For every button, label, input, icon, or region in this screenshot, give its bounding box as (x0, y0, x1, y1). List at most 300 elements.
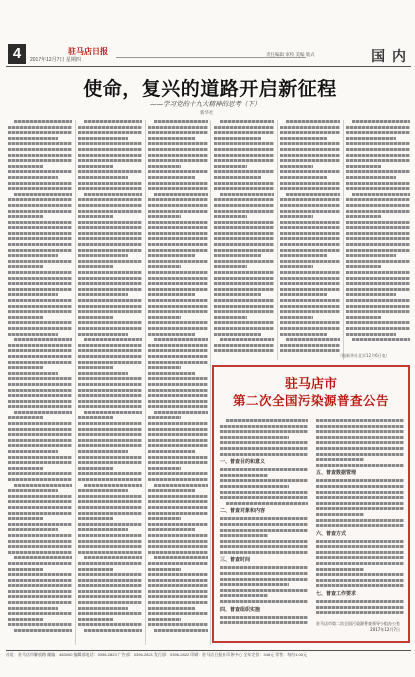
text-line (78, 623, 142, 626)
article-column-4 (214, 120, 274, 360)
text-line (148, 500, 208, 503)
text-line (280, 333, 327, 336)
text-line (346, 321, 410, 324)
text-line (78, 573, 142, 576)
text-line (8, 540, 72, 543)
text-line (78, 422, 142, 425)
text-line (78, 584, 142, 587)
text-line (148, 416, 181, 419)
text-line (78, 170, 142, 173)
text-line (214, 159, 274, 162)
text-line (14, 629, 72, 632)
text-line (214, 260, 274, 263)
text-line (8, 355, 72, 358)
text-line (8, 433, 72, 436)
text-line (280, 243, 340, 246)
text-line (154, 193, 208, 196)
text-line (280, 271, 340, 274)
text-line (8, 389, 72, 392)
section-heading: 四、普查组织实施 (220, 606, 261, 613)
text-line (148, 461, 208, 464)
text-line (280, 254, 327, 257)
text-line (8, 512, 72, 515)
text-line (346, 170, 410, 173)
text-line (8, 282, 72, 285)
text-line (220, 517, 308, 520)
text-line (214, 327, 274, 330)
text-line (8, 461, 72, 464)
text-line (78, 500, 142, 503)
text-line (148, 159, 208, 162)
text-line (316, 562, 404, 565)
text-line (8, 506, 72, 509)
text-line (8, 210, 72, 213)
text-line (346, 182, 410, 185)
text-line (78, 355, 142, 358)
text-line (280, 159, 340, 162)
text-line (148, 584, 208, 587)
text-line (78, 489, 128, 492)
text-line (148, 254, 195, 257)
text-line (346, 215, 381, 218)
text-line (316, 502, 404, 505)
text-line (14, 411, 72, 414)
text-line (220, 485, 289, 488)
article-column-1 (8, 120, 72, 645)
text-line (78, 254, 128, 257)
text-line (346, 187, 410, 190)
text-line (316, 419, 404, 422)
text-line (316, 568, 364, 571)
text-line (8, 568, 43, 571)
text-line (280, 277, 340, 280)
text-line (84, 556, 142, 559)
text-line (78, 215, 113, 218)
text-line (78, 595, 142, 598)
text-line (316, 513, 364, 516)
text-line (280, 265, 313, 268)
text-line (280, 293, 327, 296)
text-line (316, 556, 404, 559)
text-line (78, 607, 128, 610)
text-line (214, 170, 274, 173)
text-line (220, 338, 274, 341)
article-column-5 (280, 120, 340, 360)
text-line (280, 126, 340, 129)
text-line (346, 282, 410, 285)
text-line (8, 165, 43, 168)
text-line (220, 436, 289, 439)
text-line (280, 210, 340, 213)
text-line (78, 377, 142, 380)
text-line (8, 187, 72, 190)
text-line (214, 137, 261, 140)
text-line (316, 464, 404, 467)
text-line (148, 293, 195, 296)
text-line (8, 500, 72, 503)
text-line (8, 517, 43, 520)
text-line (148, 198, 208, 201)
text-line (214, 271, 274, 274)
text-line (8, 321, 72, 324)
text-line (214, 277, 274, 280)
text-line (14, 484, 72, 487)
text-line (8, 523, 72, 526)
text-line (148, 305, 208, 308)
text-line (280, 165, 313, 168)
section-heading: 五、普查数据管理 (316, 470, 357, 477)
text-line (316, 496, 404, 499)
column-divider (210, 120, 211, 645)
text-line (78, 137, 128, 140)
text-line (316, 479, 404, 482)
text-line (148, 310, 208, 313)
text-line (214, 305, 274, 308)
text-line (148, 579, 208, 582)
text-line (346, 299, 410, 302)
text-line (280, 260, 340, 263)
text-line (280, 198, 340, 201)
text-line (8, 126, 72, 129)
text-line (316, 425, 404, 428)
text-line (346, 277, 410, 280)
text-line (346, 333, 396, 336)
text-line (8, 237, 72, 240)
text-line (346, 221, 410, 224)
text-line (148, 316, 181, 319)
text-line (78, 400, 142, 403)
article-column-6 (346, 120, 410, 348)
text-line (346, 131, 410, 134)
text-line (346, 176, 396, 179)
text-line (78, 310, 142, 313)
text-line (78, 534, 142, 537)
text-line (148, 444, 208, 447)
article-end-note: （据新华社北京12月6日电） (338, 353, 390, 358)
text-line (78, 568, 113, 571)
page-footer: 社址：驻马店市解放路 邮编：463000 编辑部电话：0396-2823 广告部：0396-2821 发行部：0396-2822 印刷：驻马店日报社印务中心 全年定价：348元 零售：每份1.00元 (6, 652, 307, 657)
text-line (84, 338, 142, 341)
notice-title-city: 驻马店市 (284, 377, 337, 392)
text-line (352, 193, 410, 196)
text-line (78, 260, 142, 263)
text-line (14, 193, 72, 196)
text-line (8, 467, 43, 470)
text-line (280, 137, 327, 140)
text-line (346, 142, 410, 145)
text-line (148, 422, 208, 425)
text-line (148, 221, 208, 224)
text-line (214, 142, 274, 145)
text-line (220, 447, 308, 450)
text-line (84, 629, 142, 632)
text-line (8, 573, 72, 576)
text-line (280, 148, 340, 151)
text-line (280, 349, 340, 352)
text-line (8, 623, 72, 626)
column-divider (277, 120, 278, 360)
text-line (78, 528, 128, 531)
text-line (78, 249, 142, 252)
text-line (8, 215, 43, 218)
text-line (148, 400, 208, 403)
text-line (8, 226, 72, 229)
text-line (8, 310, 72, 313)
masthead: 驻马店日报 (68, 47, 108, 56)
text-line (316, 430, 404, 433)
text-line (280, 305, 340, 308)
text-line (148, 187, 208, 190)
text-line (78, 131, 142, 134)
text-line (78, 540, 142, 543)
text-line (78, 372, 128, 375)
text-line (78, 126, 142, 129)
text-line (8, 551, 72, 554)
text-line (148, 349, 208, 352)
text-line (14, 120, 72, 123)
text-line (316, 600, 404, 603)
text-line (280, 226, 340, 229)
text-line (8, 595, 72, 598)
text-line (148, 590, 208, 593)
article-column-2 (78, 120, 142, 645)
text-line (148, 271, 208, 274)
text-line (220, 430, 308, 433)
text-line (148, 478, 208, 481)
pollution-census-notice (212, 365, 410, 643)
text-line (148, 573, 208, 576)
text-line (148, 450, 195, 453)
text-line (8, 260, 72, 263)
text-line (148, 595, 208, 598)
text-line (280, 299, 340, 302)
text-line (148, 170, 208, 173)
text-line (8, 590, 72, 593)
text-line (220, 621, 308, 624)
text-line (8, 159, 72, 162)
notice-footer-date: 2017年12月7日 (370, 627, 400, 632)
text-line (78, 299, 142, 302)
column-divider (75, 120, 76, 645)
text-line (148, 321, 208, 324)
text-line (280, 282, 340, 285)
text-line (214, 249, 274, 252)
text-line (280, 131, 340, 134)
text-line (148, 215, 181, 218)
text-line (280, 288, 340, 291)
text-line (78, 618, 113, 621)
text-line (8, 361, 72, 364)
text-line (154, 411, 208, 414)
text-line (8, 405, 72, 408)
text-line (148, 528, 195, 531)
text-line (316, 447, 404, 450)
column-divider (343, 120, 344, 360)
text-line (8, 170, 72, 173)
text-line (78, 416, 113, 419)
text-line (214, 226, 274, 229)
text-line (220, 453, 308, 456)
text-line (148, 456, 208, 459)
text-line (346, 293, 396, 296)
text-line (78, 551, 142, 554)
text-line (220, 529, 308, 532)
text-line (8, 271, 72, 274)
article-headline: 使命，复兴的道路开启新征程 (83, 78, 337, 100)
text-line (346, 165, 381, 168)
text-line (78, 176, 128, 179)
text-line (214, 237, 274, 240)
text-line (148, 148, 208, 151)
text-line (84, 484, 142, 487)
text-line (148, 366, 181, 369)
text-line (220, 474, 268, 477)
text-line (214, 148, 274, 151)
text-line (148, 372, 195, 375)
text-line (78, 601, 142, 604)
text-line (280, 187, 340, 190)
text-line (220, 616, 308, 619)
text-line (8, 601, 72, 604)
section-heading: 一、普查目的和意义 (220, 459, 266, 466)
text-line (8, 372, 58, 375)
text-line (8, 148, 72, 151)
text-line (148, 405, 208, 408)
text-line (214, 204, 274, 207)
text-line (148, 389, 208, 392)
text-line (346, 327, 410, 330)
text-line (148, 623, 208, 626)
text-line (214, 154, 274, 157)
text-line (220, 545, 308, 548)
text-line (78, 187, 142, 190)
text-line (8, 528, 58, 531)
text-line (78, 612, 142, 615)
text-line (8, 176, 58, 179)
text-line (286, 120, 340, 123)
text-line (214, 288, 274, 291)
text-line (78, 545, 142, 548)
text-line (84, 411, 142, 414)
text-line (8, 422, 72, 425)
text-line (280, 321, 340, 324)
notice-column-left (220, 419, 308, 619)
text-line (8, 450, 58, 453)
notice-footer-org: 驻马店市第二次全国污染源普查领导小组办公室 (316, 621, 400, 626)
text-line (220, 540, 308, 543)
text-line (220, 589, 308, 592)
text-line (316, 611, 404, 614)
text-line (8, 299, 72, 302)
footer-divider (6, 650, 411, 651)
text-line (280, 176, 327, 179)
text-line (78, 277, 142, 280)
page-number: 4 (8, 44, 26, 64)
text-line (346, 260, 410, 263)
text-line (8, 154, 72, 157)
text-line (8, 249, 72, 252)
text-line (316, 453, 404, 456)
text-line (280, 221, 340, 224)
text-line (220, 551, 308, 554)
text-line (346, 126, 410, 129)
text-line (220, 193, 274, 196)
text-line (78, 321, 142, 324)
text-line (154, 120, 208, 123)
text-line (148, 204, 208, 207)
text-line (148, 333, 195, 336)
text-line (280, 215, 313, 218)
text-line (78, 142, 142, 145)
text-line (346, 265, 381, 268)
text-line (78, 495, 142, 498)
text-line (148, 612, 208, 615)
text-line (220, 496, 308, 499)
text-line (214, 182, 274, 185)
text-line (214, 344, 274, 347)
text-line (78, 221, 142, 224)
text-line (346, 204, 410, 207)
text-line (346, 305, 410, 308)
text-line (78, 512, 142, 515)
text-line (8, 400, 72, 403)
header-divider (6, 66, 411, 67)
text-line (148, 534, 208, 537)
text-line (8, 545, 72, 548)
text-line (214, 126, 274, 129)
article-subhead: ——学习党的十九大精神的思考（下） (150, 100, 261, 108)
text-line (84, 193, 142, 196)
text-line (148, 137, 195, 140)
text-line (8, 607, 58, 610)
text-line (148, 299, 208, 302)
text-line (214, 232, 274, 235)
text-line (214, 310, 274, 313)
text-line (220, 491, 308, 494)
text-line (8, 495, 72, 498)
text-line (148, 361, 208, 364)
text-line (78, 361, 142, 364)
text-line (286, 193, 340, 196)
text-line (214, 243, 274, 246)
text-line (220, 534, 268, 537)
text-line (316, 441, 404, 444)
text-line (78, 366, 113, 369)
text-line (8, 534, 72, 537)
text-line (214, 282, 274, 285)
text-line (214, 349, 274, 352)
text-line (78, 282, 142, 285)
text-line (8, 243, 72, 246)
text-line (220, 566, 308, 569)
text-line (148, 154, 208, 157)
text-line (8, 366, 43, 369)
text-line (226, 419, 308, 422)
text-line (316, 551, 404, 554)
text-line (148, 182, 208, 185)
text-line (8, 444, 72, 447)
text-line (280, 232, 340, 235)
text-line (148, 607, 195, 610)
text-line (78, 293, 128, 296)
text-line (8, 344, 72, 347)
text-line (148, 512, 208, 515)
text-line (154, 484, 208, 487)
text-line (78, 210, 142, 213)
text-line (148, 210, 208, 213)
section-label: 国 内 (371, 49, 407, 65)
text-line (220, 572, 308, 575)
